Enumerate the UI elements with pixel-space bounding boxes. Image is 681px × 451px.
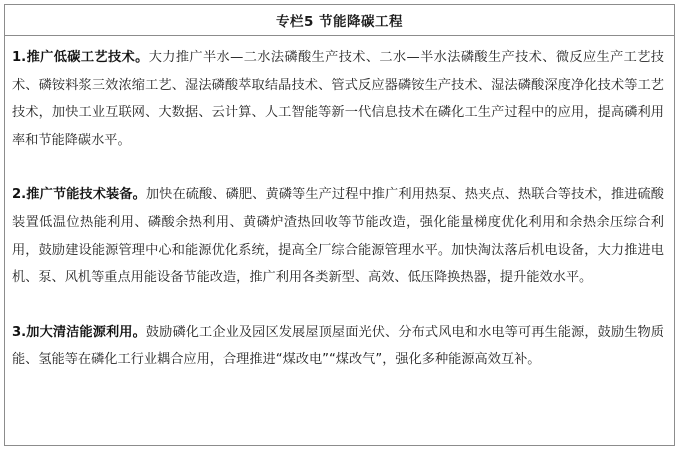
column-body xyxy=(5,36,674,374)
section-paragraph xyxy=(12,181,664,291)
section-text: 大力推广半水—二水法磷酸生产技术、二水—半水法磷酸生产技术、微反应生产工艺技术、磷铵料浆三效浓缩工艺、湿法磷酸萃取结晶技术、管式反应器磷铵生产技术、湿法磷酸深度净化技术等工艺技术，加快工业互联网、大数据、云计算、人工智能等新一代信息技术在磷化工生产过程中的应用，提高磷利用率和节能降碳水平。 xyxy=(12,50,664,148)
section-text: 鼓励磷化工企业及园区发展屋顶屋面光伏、分布式风电和水电等可再生能源，鼓励生物质能、氢能等在磷化工行业耦合应用，合理推进“煤改电”“煤改气”，强化多种能源高效互补。 xyxy=(12,324,664,368)
section-heading: 1.推广低碳工艺技术。 xyxy=(12,50,149,65)
column-title: 专栏5 节能降碳工程 xyxy=(5,5,674,36)
column-box xyxy=(4,4,675,446)
section-paragraph xyxy=(12,44,664,154)
section-heading: 2.推广节能技术装备。 xyxy=(12,187,146,203)
section-text: 加快在硫酸、磷肥、黄磷等生产过程中推广利用热泵、热夹点、热联合等技术，推进硫酸装置低温位热能利用、磷酸余热利用、黄磷炉渣热回收等节能改造，强化能量梯度优化利用和余热余压综合利用，鼓励建设能源管理中心和能源优化系统，提高全厂综合能源管理水平。加快淘汰落后机电设备，大力推进电机、泵、风机等重点用能设备节能改造，推广利用各类新型、高效、低压降换热器，提升能效水平。 xyxy=(12,187,664,286)
section-paragraph xyxy=(12,319,664,374)
section-heading: 3.加大清洁能源利用。 xyxy=(12,324,146,340)
